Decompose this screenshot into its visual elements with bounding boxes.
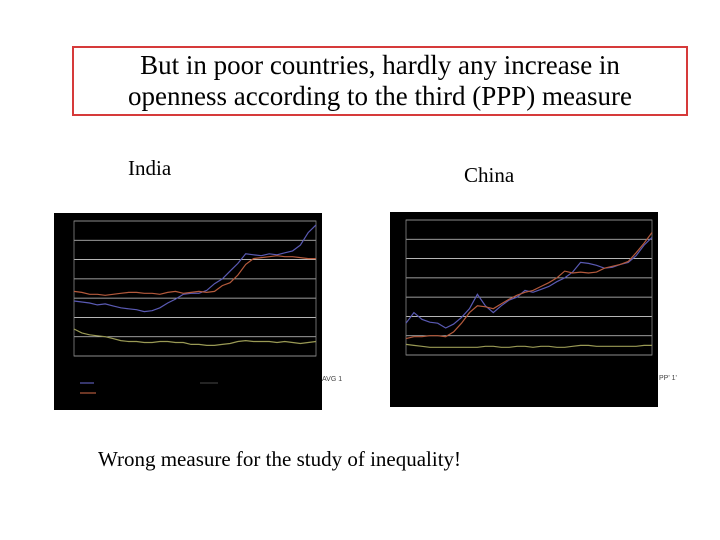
china-plot-frame (406, 220, 652, 355)
india-plot-frame (74, 221, 316, 356)
india-series-3-line (74, 329, 316, 345)
india-series-2-line (74, 256, 316, 296)
india-series-1-line (74, 225, 316, 312)
china-chart-tag: PP' 1' (659, 375, 677, 382)
slide-title-line-1: But in poor countries, hardly any increase in (140, 50, 620, 80)
slide-title-line-2: openness according to the third (PPP) measure (128, 81, 632, 111)
india-chart-svg (54, 213, 322, 410)
china-chart-svg (390, 212, 658, 407)
china-series-3-line (406, 344, 652, 347)
china-chart (390, 212, 658, 407)
slide-title (72, 46, 688, 116)
china-chart-label: China (464, 163, 515, 187)
footer-note: Wrong measure for the study of inequality! (98, 447, 462, 471)
india-chart-label: India (128, 156, 172, 180)
china-series-2-line (406, 233, 652, 339)
china-series-1-line (406, 237, 652, 328)
india-chart-tag: AVG 1 (322, 376, 343, 383)
india-chart (54, 213, 322, 410)
